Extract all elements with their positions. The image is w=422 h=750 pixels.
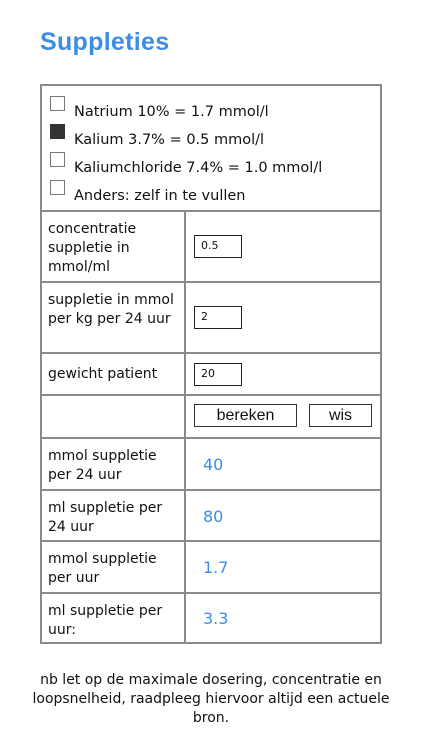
supplement-options: [42, 86, 380, 212]
option-kaliumchloride[interactable]: [50, 156, 322, 180]
row-concentratie: [42, 212, 380, 283]
kaliumchloride-checkbox[interactable]: [50, 152, 65, 167]
concentratie-label: concentratie suppletie in mmol/ml: [42, 212, 186, 281]
result-value: 3.3: [203, 609, 229, 628]
gewicht-input[interactable]: 20: [194, 363, 242, 386]
option-natrium[interactable]: [50, 100, 269, 124]
option-label: Kaliumchloride 7.4% = 1.0 mmol/l: [74, 160, 323, 176]
gewicht-label: gewicht patient: [42, 354, 186, 394]
suppletie-input[interactable]: 2: [194, 306, 242, 329]
option-label: Anders: zelf in te vullen: [74, 188, 246, 204]
result-value: 1.7: [203, 558, 229, 577]
option-anders[interactable]: [50, 184, 246, 208]
result-row: [42, 594, 380, 642]
result-label: ml suppletie per 24 uur: [42, 491, 186, 540]
result-label: ml suppletie per uur:: [42, 594, 186, 642]
anders-checkbox[interactable]: [50, 180, 65, 195]
natrium-checkbox[interactable]: [50, 96, 65, 111]
result-label: mmol suppletie per 24 uur: [42, 439, 186, 489]
bereken-button[interactable]: bereken: [194, 404, 297, 427]
option-kalium[interactable]: [50, 128, 264, 152]
result-row: [42, 491, 380, 542]
page-title: Suppleties: [40, 28, 170, 56]
kalium-checkbox[interactable]: [50, 124, 65, 139]
row-suppletie: [42, 283, 380, 354]
wis-button[interactable]: wis: [309, 404, 372, 427]
disclaimer-note: nb let op de maximale dosering, concentratie en loopsnelheid, raadpleeg hiervoor altijd een actuele bron.: [32, 672, 390, 726]
calculator-table: [40, 84, 382, 644]
option-label: Natrium 10% = 1.7 mmol/l: [74, 104, 269, 120]
option-label: Kalium 3.7% = 0.5 mmol/l: [74, 132, 265, 148]
suppletie-label: suppletie in mmol per kg per 24 uur: [42, 283, 186, 352]
result-value: 80: [203, 507, 224, 526]
result-label: mmol suppletie per uur: [42, 542, 186, 592]
row-gewicht: [42, 354, 380, 396]
row-actions: [42, 396, 380, 439]
result-row: [42, 439, 380, 491]
result-row: [42, 542, 380, 594]
result-value: 40: [203, 455, 224, 474]
empty-cell: [42, 396, 186, 437]
concentratie-input[interactable]: 0.5: [194, 235, 242, 258]
